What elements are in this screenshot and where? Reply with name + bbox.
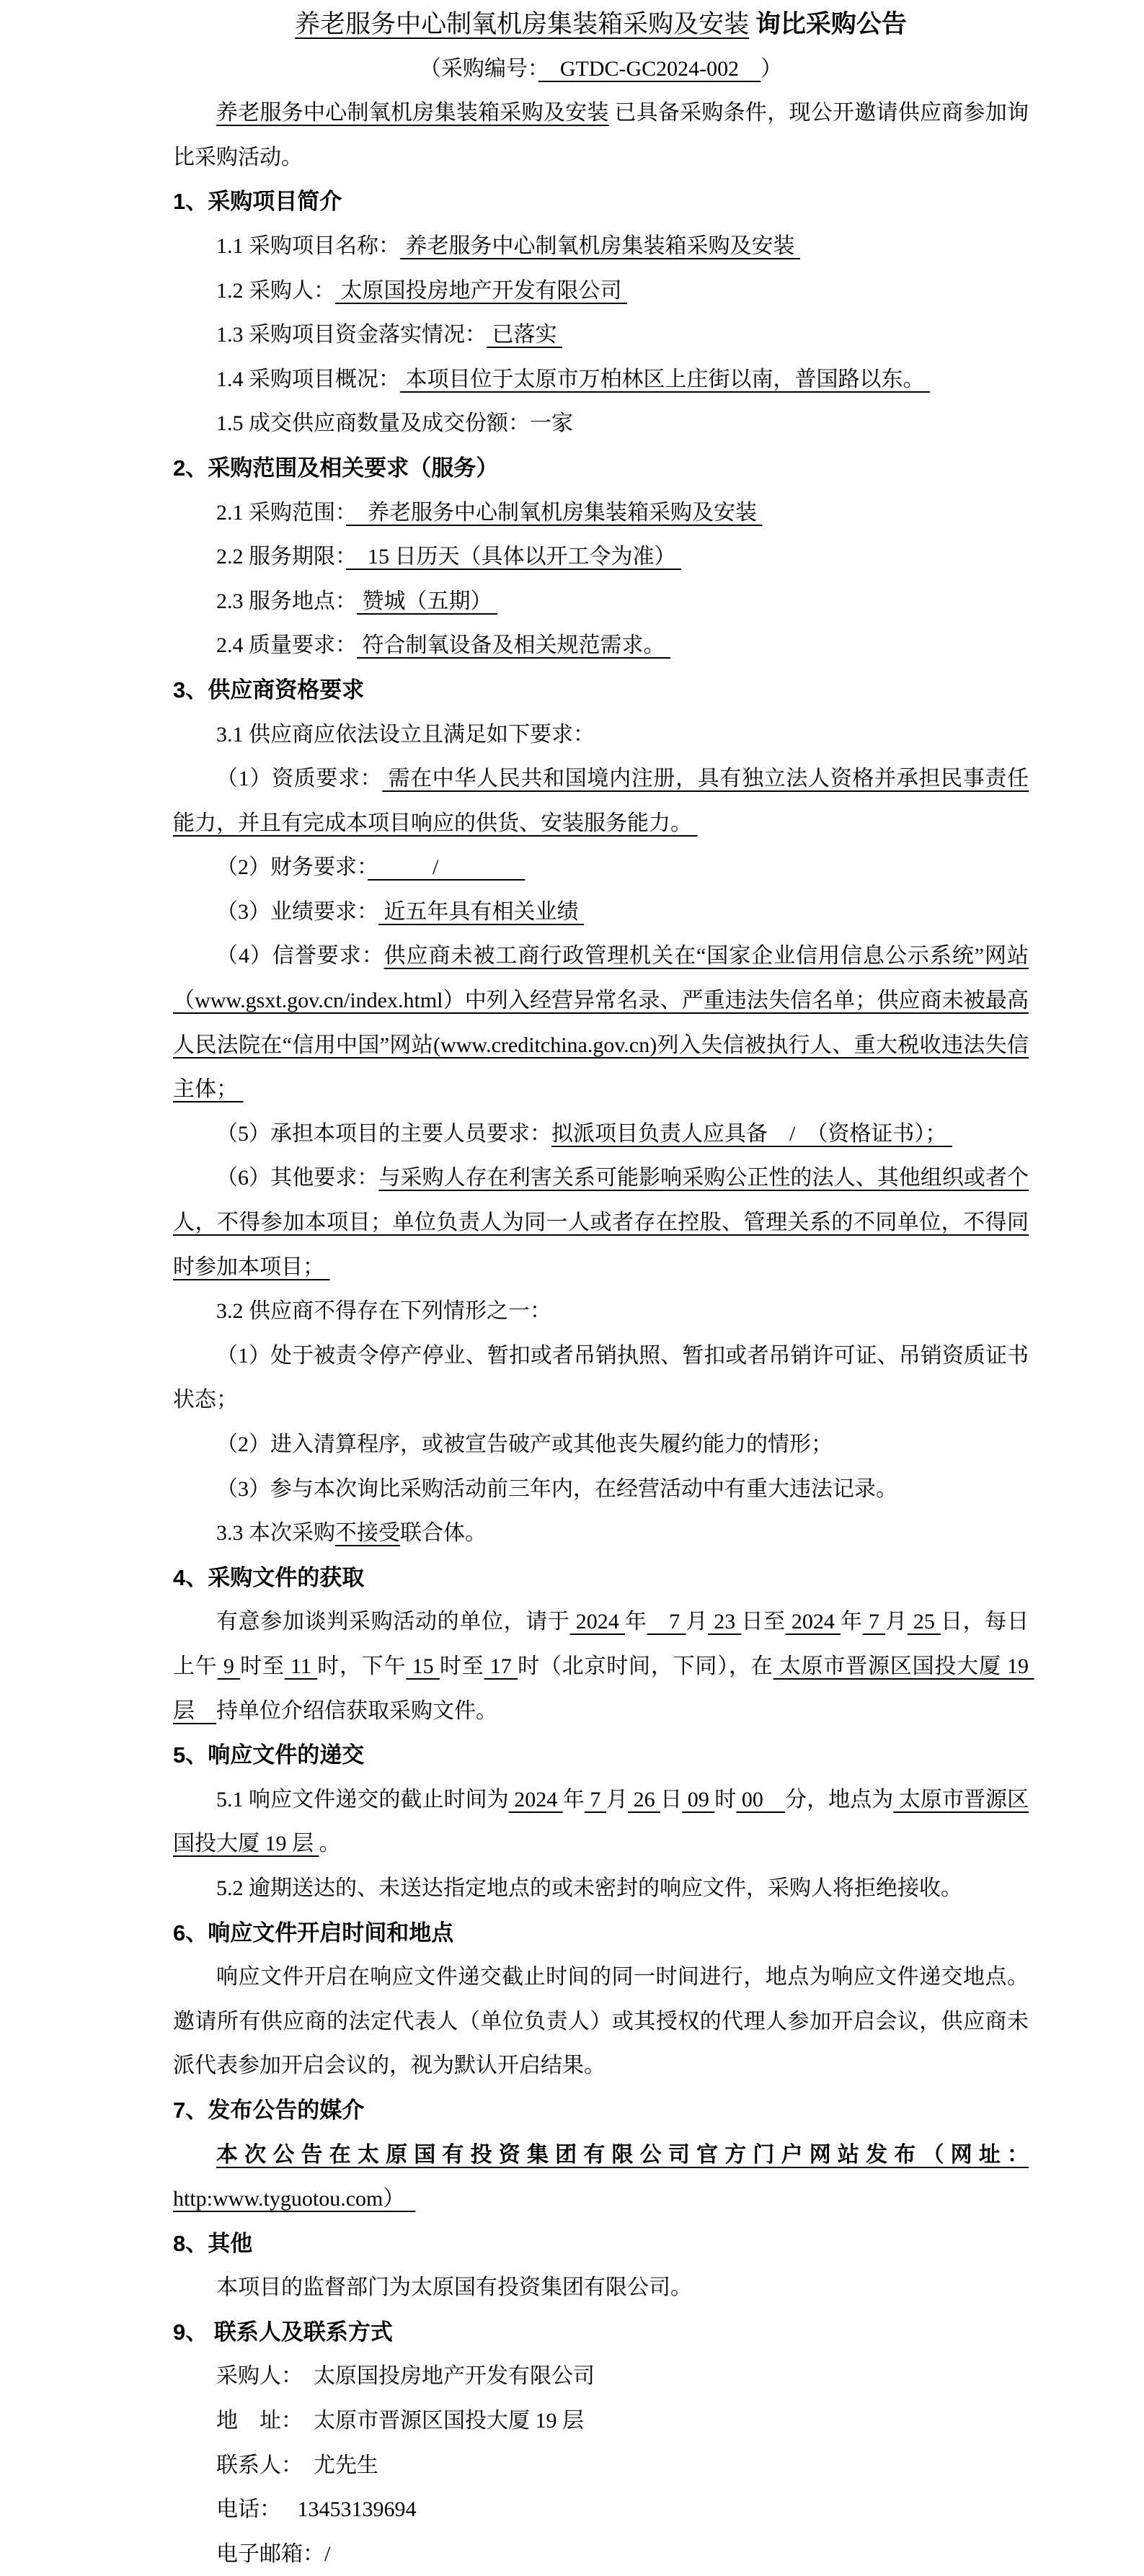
block-section-2-heading — [173, 446, 1029, 491]
text-run: 采购人： 太原国投房地产开发有限公司 — [216, 2364, 595, 2389]
block-item-3-2-1 — [173, 1334, 1029, 1422]
block-contact-purchaser — [173, 2354, 1029, 2399]
text-run: / — [368, 855, 526, 880]
text-run: 5、响应文件的递交 — [173, 1742, 365, 1768]
text-run: 9、 联系人及联系方式 — [173, 2319, 393, 2345]
text-run: （4）信誉要求： — [216, 944, 384, 968]
block-section-4-heading — [173, 1556, 1029, 1600]
text-run: （2）进入清算程序，或被宣告破产或其他丧失履约能力的情形； — [216, 1432, 833, 1456]
block-item-3-1-3 — [173, 890, 1029, 935]
text-run: 3、供应商资格要求 — [173, 677, 365, 703]
block-item-2-3 — [173, 579, 1029, 624]
text-run: 15 日历天（具体以开工令为准） — [346, 545, 681, 569]
text-run: 3.2 供应商不得存在下列情形之一： — [216, 1299, 551, 1324]
text-run: 25 — [907, 1610, 941, 1634]
text-run: 年 — [841, 1610, 863, 1634]
text-run: （1）处于被责令停产停业、暂扣或者吊销执照、暂扣或者吊销许可证、吊销资质证书状态； — [173, 1343, 1029, 1412]
text-run: 月 — [606, 1787, 629, 1811]
text-run: 1.5 成交供应商数量及成交份额：一家 — [216, 411, 573, 436]
text-run: 6、响应文件开启时间和地点 — [173, 1920, 454, 1946]
block-item-3-2-2 — [173, 1422, 1029, 1467]
block-item-3-1-6 — [173, 1156, 1029, 1289]
block-contact-address — [173, 2399, 1029, 2443]
text-run: 时 — [714, 1787, 737, 1811]
text-run: 1.1 采购项目名称： — [216, 233, 400, 258]
text-run: 月 — [686, 1610, 709, 1634]
text-run: http:www.tyguotou.com） — [173, 2187, 416, 2211]
block-item-3-1 — [173, 713, 1029, 757]
block-procurement-number-line — [173, 47, 1029, 92]
text-run: （2）财务要求： — [216, 855, 368, 880]
text-run: 符合制氧设备及相关规范需求。 — [357, 633, 670, 658]
text-run: 09 — [682, 1787, 715, 1811]
text-run: 需在中华人民共和国境内注册，具有独立法人资格并承担民事责任能力，并且有完成本项目响应的供货、安装服务能力。 — [173, 767, 1029, 835]
text-run: 联系人： 尤先生 — [216, 2453, 378, 2477]
text-run: 5.2 逾期送达的、未送达指定地点的或未密封的响应文件，采购人将拒绝接收。 — [216, 1876, 962, 1900]
text-run: 本项目的监督部门为太原国有投资集团有限公司。 — [216, 2276, 692, 2300]
text-run: 分，地点为 — [785, 1787, 894, 1811]
block-item-1-5 — [173, 401, 1029, 446]
block-section-7-heading — [173, 2088, 1029, 2133]
text-run: 时，下午 — [317, 1654, 407, 1678]
block-section-6-heading — [173, 1911, 1029, 1956]
text-run: 电子邮箱：/ — [216, 2541, 331, 2566]
block-section-8-paragraph — [173, 2265, 1029, 2310]
text-run: 养老服务中心制氧机房集装箱采购及安装 — [295, 10, 750, 38]
text-run: 1、采购项目简介 — [173, 189, 342, 215]
text-run: 拟派项目负责人应具备 / （资格证书）； — [551, 1121, 952, 1146]
text-run: 电话： 13453139694 — [216, 2497, 417, 2522]
text-run: 1.4 采购项目概况： — [216, 367, 400, 391]
text-run: 1.2 采购人： — [216, 278, 335, 303]
text-run: 4、采购文件的获取 — [173, 1564, 365, 1590]
text-run: 太原国投房地产开发有限公司 — [335, 278, 627, 303]
text-run: 1.3 采购项目资金落实情况： — [216, 323, 487, 347]
text-run: 2、采购范围及相关要求（服务） — [173, 455, 499, 481]
block-section-1-heading — [173, 179, 1029, 224]
text-run: 17 — [484, 1654, 518, 1678]
text-run: 月 — [885, 1610, 908, 1634]
text-run: 2.4 质量要求： — [216, 633, 357, 658]
text-run: 5.1 响应文件递交的截止时间为 — [216, 1787, 509, 1811]
text-run: 太原市晋源区国投大厦 19 层 — [173, 1654, 1034, 1723]
block-contact-email — [173, 2532, 1029, 2576]
block-item-1-3 — [173, 313, 1029, 357]
block-item-1-4 — [173, 357, 1029, 402]
text-run: 供应商未被工商行政管理机关在“国家企业信用信息公示系统”网站（www.gsxt.gov.cn/index.html）中列入经营异常名录、严重违法失信名单；供应商未被最高人民法院在“信用中国”网站(www.creditchina.gov.cn)列入失信被执行人、重大税收违法失信主体； — [173, 944, 1029, 1102]
text-run: 有意参加谈判采购活动的单位，请于 — [216, 1610, 570, 1634]
block-intro-paragraph — [173, 91, 1029, 179]
block-doc-title — [173, 2, 1029, 47]
text-run: 。 — [319, 1832, 341, 1856]
text-run: 2024 — [508, 1787, 563, 1811]
text-run: 3.3 本次采购 — [216, 1521, 335, 1546]
text-run: 9 — [217, 1654, 241, 1678]
text-run: （采购编号： — [419, 56, 538, 81]
text-run: 不接受 — [335, 1521, 400, 1546]
block-item-5-2 — [173, 1866, 1029, 1911]
text-run: 26 — [628, 1787, 661, 1811]
block-section-7-paragraph — [173, 2133, 1029, 2221]
block-section-3-heading — [173, 668, 1029, 713]
block-item-3-1-2 — [173, 845, 1029, 890]
text-run: 本项目位于太原市万柏林区上庄街以南，普国路以东。 — [400, 367, 930, 391]
text-run: 3.1 供应商应依法设立且满足如下要求： — [216, 722, 595, 746]
block-section-8-heading — [173, 2221, 1029, 2266]
block-item-3-1-5 — [173, 1112, 1029, 1156]
text-run: 时至 — [240, 1654, 285, 1678]
block-item-3-1-4 — [173, 934, 1029, 1111]
block-item-1-2 — [173, 269, 1029, 313]
text-run: 已具备采购条件，现公开邀请供应商参加询比采购活动。 — [173, 101, 1029, 169]
text-run: 持单位介绍信获取采购文件。 — [216, 1698, 497, 1723]
text-run: 日，每日上午 — [173, 1610, 1029, 1678]
text-run: 响应文件开启在响应文件递交截止时间的同一时间进行，地点为响应文件递交地点。邀请所有供应商的法定代表人（单位负责人）或其授权的代理人参加开启会议，供应商未派代表参加开启会议的，视为默认开启结果。 — [173, 1965, 1029, 2078]
block-contact-person — [173, 2443, 1029, 2488]
text-run: 年 — [624, 1610, 647, 1634]
text-run: 日至 — [741, 1610, 786, 1634]
text-run: 养老服务中心制氧机房集装箱采购及安装 — [216, 101, 609, 125]
text-run: （1）资质要求： — [216, 767, 383, 791]
text-run: 日 — [660, 1787, 683, 1811]
text-run: 时（北京时间，下同），在 — [518, 1654, 773, 1678]
text-run: 7 — [584, 1787, 606, 1811]
text-run: 时至 — [439, 1654, 484, 1678]
text-run: 7、发布公告的媒介 — [173, 2097, 365, 2123]
block-item-1-1 — [173, 224, 1029, 269]
text-run: 近五年具有相关业绩 — [378, 899, 584, 924]
text-run: 养老服务中心制氧机房集装箱采购及安装 — [346, 500, 763, 525]
text-run: 2.1 采购范围： — [216, 500, 346, 525]
block-item-3-3 — [173, 1511, 1029, 1556]
block-item-3-2 — [173, 1289, 1029, 1334]
text-run: 年 — [562, 1787, 585, 1811]
text-run: 太原市晋源区国投大厦 19 层 — [173, 1787, 1029, 1856]
block-item-2-1 — [173, 491, 1029, 535]
text-run: 赞城（五期） — [357, 589, 497, 613]
block-section-5-heading — [173, 1733, 1029, 1778]
text-run: 2024 — [569, 1610, 625, 1634]
block-section-9-heading — [173, 2310, 1029, 2355]
text-run: 地 址： 太原市晋源区国投大厦 19 层 — [216, 2409, 584, 2433]
block-section-4-paragraph — [173, 1600, 1034, 1733]
text-run: 已落实 — [487, 323, 562, 347]
text-run: 与采购人存在利害关系可能影响采购公正性的法人、其他组织或者个人，不得参加本项目；单位负责人为同一人或者存在控股、管理关系的不同单位，不得同时参加本项目； — [173, 1166, 1029, 1279]
text-run: 7 — [647, 1610, 686, 1634]
block-section-6-paragraph — [173, 1955, 1029, 2088]
text-run: 养老服务中心制氧机房集装箱采购及安装 — [400, 233, 800, 258]
text-run: 23 — [708, 1610, 742, 1634]
text-run: GTDC-GC2024-002 — [538, 56, 761, 81]
block-item-3-2-3 — [173, 1467, 1029, 1512]
text-run: （3）业绩要求： — [216, 899, 378, 924]
text-run: 7 — [862, 1610, 886, 1634]
text-run: 11 — [284, 1654, 318, 1678]
block-contact-phone — [173, 2487, 1029, 2532]
text-run: （5）承担本项目的主要人员要求： — [216, 1121, 551, 1146]
text-run: （6）其他要求： — [216, 1166, 379, 1190]
text-run: ） — [761, 56, 783, 81]
text-run: 2.2 服务期限： — [216, 545, 346, 569]
text-run: 本次公告在太原国有投资集团有限公司官方门户网站发布（网址： — [216, 2142, 1029, 2167]
text-run: 询比采购公告 — [749, 10, 907, 38]
text-run: 联合体。 — [400, 1521, 487, 1546]
text-run: （3）参与本次询比采购活动前三年内，在经营活动中有重大违法记录。 — [216, 1476, 897, 1501]
text-run: 15 — [406, 1654, 440, 1678]
block-item-5-1 — [173, 1778, 1029, 1866]
text-run: 00 — [736, 1787, 786, 1811]
block-item-3-1-1 — [173, 757, 1029, 845]
text-run: 2.3 服务地点： — [216, 589, 357, 613]
text-run: 2024 — [785, 1610, 841, 1634]
block-item-2-4 — [173, 623, 1029, 668]
block-item-2-2 — [173, 535, 1029, 579]
text-run: 8、其他 — [173, 2230, 253, 2256]
